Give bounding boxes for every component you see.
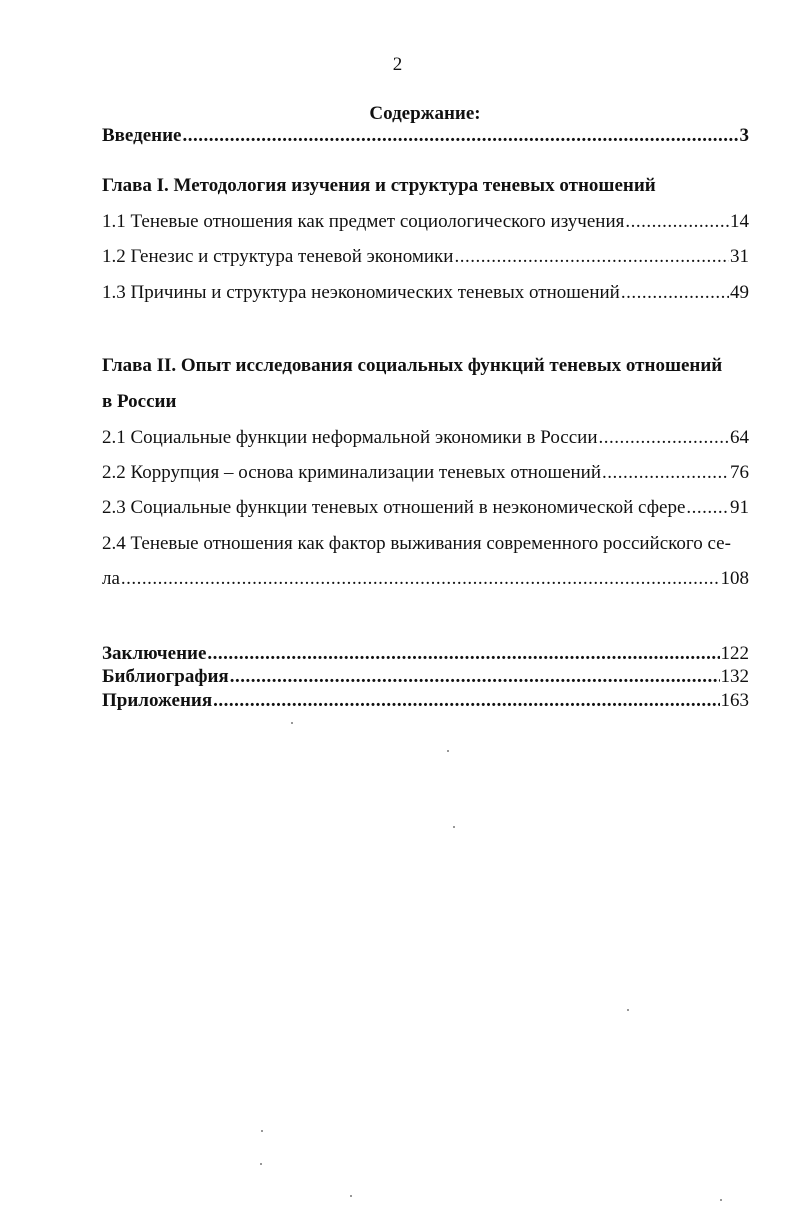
dot-leader	[230, 666, 720, 688]
toc-entry-label: 2.3 Социальные функции теневых отношений в неэкономической сфере	[102, 497, 686, 518]
chapter2-heading-line2[interactable]: в России	[102, 391, 177, 412]
toc-entry-label: Введение	[102, 125, 182, 146]
toc-entry-page: 14	[730, 211, 749, 232]
toc-entry-page: 108	[720, 568, 749, 589]
toc-entry-page: 49	[730, 282, 749, 303]
toc-entry-page: 132	[720, 666, 749, 687]
toc-entry-page: 76	[730, 462, 749, 483]
toc-entry-2-4-line2[interactable]	[102, 568, 749, 590]
dot-leader	[207, 643, 719, 665]
scan-speck	[447, 750, 449, 752]
toc-entry-label: 1.2 Генезис и структура теневой экономики	[102, 246, 454, 267]
toc-entry-conclusion[interactable]	[102, 643, 749, 665]
scan-speck	[453, 826, 455, 828]
dot-leader	[686, 497, 729, 519]
chapter2-heading-line1[interactable]: Глава II. Опыт исследования социальных функций теневых отношений	[102, 355, 723, 376]
toc-entry-page: 31	[730, 246, 749, 267]
toc-entry-2-4-line1[interactable]: 2.4 Теневые отношения как фактор выживания современного российского се-	[102, 533, 731, 554]
toc-entry-page: 122	[720, 643, 749, 664]
toc-entry-label: Приложения	[102, 690, 213, 711]
scan-speck	[261, 1130, 263, 1132]
dot-leader	[599, 427, 729, 449]
toc-entry-page: 3	[739, 125, 749, 146]
toc-entry-appendices[interactable]	[102, 690, 749, 712]
toc-entry-bibliography[interactable]	[102, 666, 749, 688]
scan-speck	[627, 1009, 629, 1011]
scan-speck	[291, 722, 293, 724]
chapter1-heading[interactable]: Глава I. Методология изучения и структура теневых отношений	[102, 175, 656, 196]
scan-speck	[350, 1195, 352, 1197]
dot-leader	[602, 462, 729, 484]
toc-title: Содержание:	[369, 103, 481, 124]
dot-leader	[183, 125, 739, 147]
dot-leader	[621, 282, 729, 304]
toc-entry-1-2[interactable]	[102, 246, 749, 268]
toc-entry-2-2[interactable]	[102, 462, 749, 484]
page-number: 2	[392, 54, 403, 75]
scan-speck	[260, 1163, 262, 1165]
toc-entry-label: 1.3 Причины и структура неэкономических теневых отношений	[102, 282, 620, 303]
dot-leader	[454, 246, 729, 268]
toc-entry-page: 64	[730, 427, 749, 448]
toc-entry-page: 91	[730, 497, 749, 518]
dot-leader	[121, 568, 720, 590]
toc-entry-intro[interactable]	[102, 125, 749, 147]
toc-entry-2-3[interactable]	[102, 497, 749, 519]
toc-entry-2-1[interactable]	[102, 427, 749, 449]
dot-leader	[625, 211, 729, 233]
toc-entry-label: ла	[102, 568, 120, 589]
toc-entry-label: 2.2 Коррупция – основа криминализации теневых отношений	[102, 462, 602, 483]
toc-entry-label: 1.1 Теневые отношения как предмет социологического изучения	[102, 211, 625, 232]
toc-entry-1-3[interactable]	[102, 282, 749, 304]
dot-leader	[213, 690, 719, 712]
toc-entry-label: Заключение	[102, 643, 207, 664]
toc-entry-label: Библиография	[102, 666, 229, 687]
toc-entry-page: 163	[720, 690, 749, 711]
scan-speck	[720, 1199, 722, 1201]
toc-entry-1-1[interactable]	[102, 211, 749, 233]
toc-entry-label: 2.1 Социальные функции неформальной экономики в России	[102, 427, 598, 448]
